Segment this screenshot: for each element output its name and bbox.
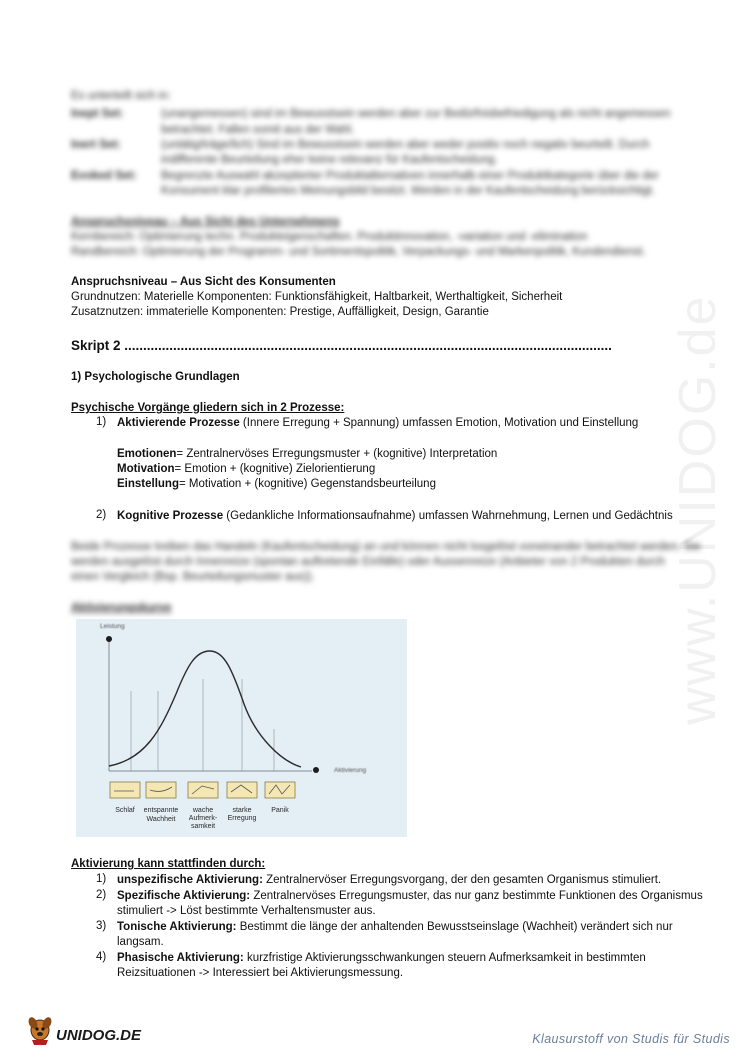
watermark [655, 270, 735, 730]
item1-text [117, 416, 638, 431]
blurred-mid-line3: einen Vergleich (Bsp. Beurteilungsmuster aus)). [71, 571, 315, 583]
processes-subheading: Psychische Vorgänge gliedern sich in 2 Prozesse: [71, 402, 345, 414]
def3-bold: Einstellung [117, 478, 179, 490]
blurred-term-evoked: Evoked Set: [71, 170, 137, 182]
act1-text [117, 873, 661, 888]
def1-bold: Emotionen [117, 448, 177, 460]
act4-number: 4) [96, 951, 107, 963]
stage-label-schlaf: Schlaf [115, 807, 135, 814]
blurred-mid-line2: werden ausgelöst durch Innenreize (spontan auftretende Einfälle) oder Aussenreize (Anbieter von 2 Produkten durch [71, 556, 665, 568]
act3-text [117, 920, 673, 935]
stage-label-wach-2: Aufmerk- [188, 815, 218, 822]
act1-rest: Zentralnervöser Erregungsvorgang, der den gesamten Organismus stimuliert. [262, 874, 662, 886]
stage-icon-wach [188, 782, 218, 798]
item2-text [117, 509, 673, 524]
blurred-figure-heading: Aktivierungskurve [71, 602, 172, 614]
act4-rest: kurzfristige Aktivierungsschwankungen steuern Aufmerksamkeit in bestimmten [243, 952, 646, 964]
def-motivation [117, 462, 375, 477]
x-axis-label: Aktivierung [334, 767, 367, 774]
act3-bold: Tonische Aktivierung: [117, 921, 237, 933]
act2-number: 2) [96, 889, 107, 901]
blurred-text-inert: (untätig/träge/lich) Sind im Bewusstsein werden aber weder positiv noch negativ beurteilt. Durch [161, 139, 650, 151]
item1-number: 1) [96, 416, 107, 428]
stage-label-entspannt-2: Wachheit [146, 816, 176, 823]
item2-rest: (Gedankliche Informationsaufnahme) umfassen Wahrnehmung, Lernen und Gedächtnis [223, 510, 673, 522]
x-axis-arrow [313, 767, 319, 773]
blurred-line-kern: Kernbereich: Optimierung techn. Produkteigenschaften. Produktinnovation, -variation und -elimination [71, 231, 588, 243]
blurred-mid-line1: Beide Prozesse treiben das Handeln (Kaufentscheidung) an und können nicht losgelöst voneinander betrachtet werden. Sie [71, 541, 701, 553]
act3-rest: Bestimmt die länge der anhaltenden Bewusstseinslage (Wachheit) verändert sich nur [236, 921, 673, 933]
watermark-text: www.UNIDOG.de [669, 294, 727, 725]
item2-number: 2) [96, 509, 107, 521]
blurred-term-inert: Inert Set: [71, 139, 121, 151]
stage-icon-panik [265, 782, 295, 798]
act1-number: 1) [96, 873, 107, 885]
blurred-line-rand: Randbereich: Optimierung der Programm- und Sortimentspolitik, Verpackungs- und Markenpolitik, Kundendienst. [71, 246, 646, 258]
item1-rest: (Innere Erregung + Spannung) umfassen Emotion, Motivation und Einstellung [239, 417, 639, 429]
consumer-heading: Anspruchsniveau – Aus Sicht des Konsumenten [71, 276, 336, 288]
stage-label-wach-3: samkeit [190, 823, 216, 830]
act2-text [117, 889, 703, 904]
def-einstellung [117, 477, 436, 492]
stage-label-wach: wache [192, 807, 214, 814]
consumer-grundnutzen: Grundnutzen: Materielle Komponenten: Funktionsfähigkeit, Haltbarkeit, Werthaltigkeit, Sicherheit [71, 291, 563, 303]
blurred-intro: Es unterteilt sich in: [71, 90, 171, 102]
blurred-text-inept: (unangemessen) sind im Bewusstsein werden aber zur Bedürfnisbefriedigung als nicht angemessen [161, 108, 671, 120]
act4-text [117, 951, 646, 966]
stage-label-entspannt: entspannte [143, 807, 179, 814]
act4-cont: Reizsituationen -> Interessiert bei Aktivierungsmessung. [117, 967, 404, 979]
stage-label-erregung-2: Erregung [227, 815, 257, 822]
stage-label-panik: Panik [271, 807, 289, 814]
act1-bold: unspezifische Aktivierung: [117, 874, 263, 886]
act3-cont: langsam. [117, 936, 164, 948]
section-heading: 1) Psychologische Grundlagen [71, 371, 240, 383]
activation-curve-figure [76, 619, 407, 837]
def2-rest: = Emotion + (kognitive) Zielorientierung [174, 463, 376, 475]
act2-rest: Zentralnervöses Erregungsmuster, das nur ganz bestimmte Funktionen des Organismus [250, 890, 703, 902]
blurred-cont-evoked: Konsument klar profiliertes Meinungsbild besitzt. Werden in der Kaufentscheidung berücksichtigt. [161, 185, 655, 197]
consumer-zusatznutzen: Zusatznutzen: immaterielle Komponenten: Prestige, Auffälligkeit, Design, Garantie [71, 306, 489, 318]
blurred-cont-inept: betrachtet. Fallen somit aus der Wahl. [161, 124, 355, 136]
def3-rest: = Motivation + (kognitive) Gegenstandsbeurteilung [178, 478, 436, 490]
blurred-term-inept: Inept Set: [71, 108, 124, 120]
footer-tagline: Klausurstoff von Studis für Studis [532, 1032, 730, 1046]
blurred-cont-inert: indifferente Beurteilung eher keine relevanz für Kaufentscheidung. [161, 154, 498, 166]
def2-bold: Motivation [117, 463, 175, 475]
y-axis-arrow [106, 636, 112, 642]
act2-bold: Spezifische Aktivierung: [117, 890, 251, 902]
def-emotionen [117, 447, 497, 462]
blurred-heading-company: Anspruchsniveau – Aus Sicht des Unternehmens [71, 216, 340, 228]
blurred-text-evoked: Begrenzte Auswahl akzeptierter Produktalternativen innerhalb einer Produktkategorie über die der [161, 170, 659, 182]
unidog-logo[interactable] [26, 1012, 166, 1048]
activation-heading: Aktivierung kann stattfinden durch: [71, 858, 266, 870]
logo-text: UNIDOG.DE [56, 1027, 142, 1044]
skript-title: Skript 2 .................................................................................................................................. [71, 338, 612, 353]
item1-bold: Aktivierende Prozesse [117, 417, 240, 429]
stage-label-erregung: starke [232, 807, 252, 814]
def1-rest: = Zentralnervöses Erregungsmuster + (kognitive) Interpretation [176, 448, 498, 460]
y-axis-label: Leistung [100, 623, 125, 630]
stage-icon-erregung [227, 782, 257, 798]
act2-cont: stimuliert -> Löst bestimmte Verhaltensmuster aus. [117, 905, 376, 917]
act4-bold: Phasische Aktivierung: [117, 952, 244, 964]
stage-icon-schlaf [110, 782, 140, 798]
activation-curve [109, 651, 301, 767]
act3-number: 3) [96, 920, 107, 932]
item2-bold: Kognitive Prozesse [117, 510, 224, 522]
